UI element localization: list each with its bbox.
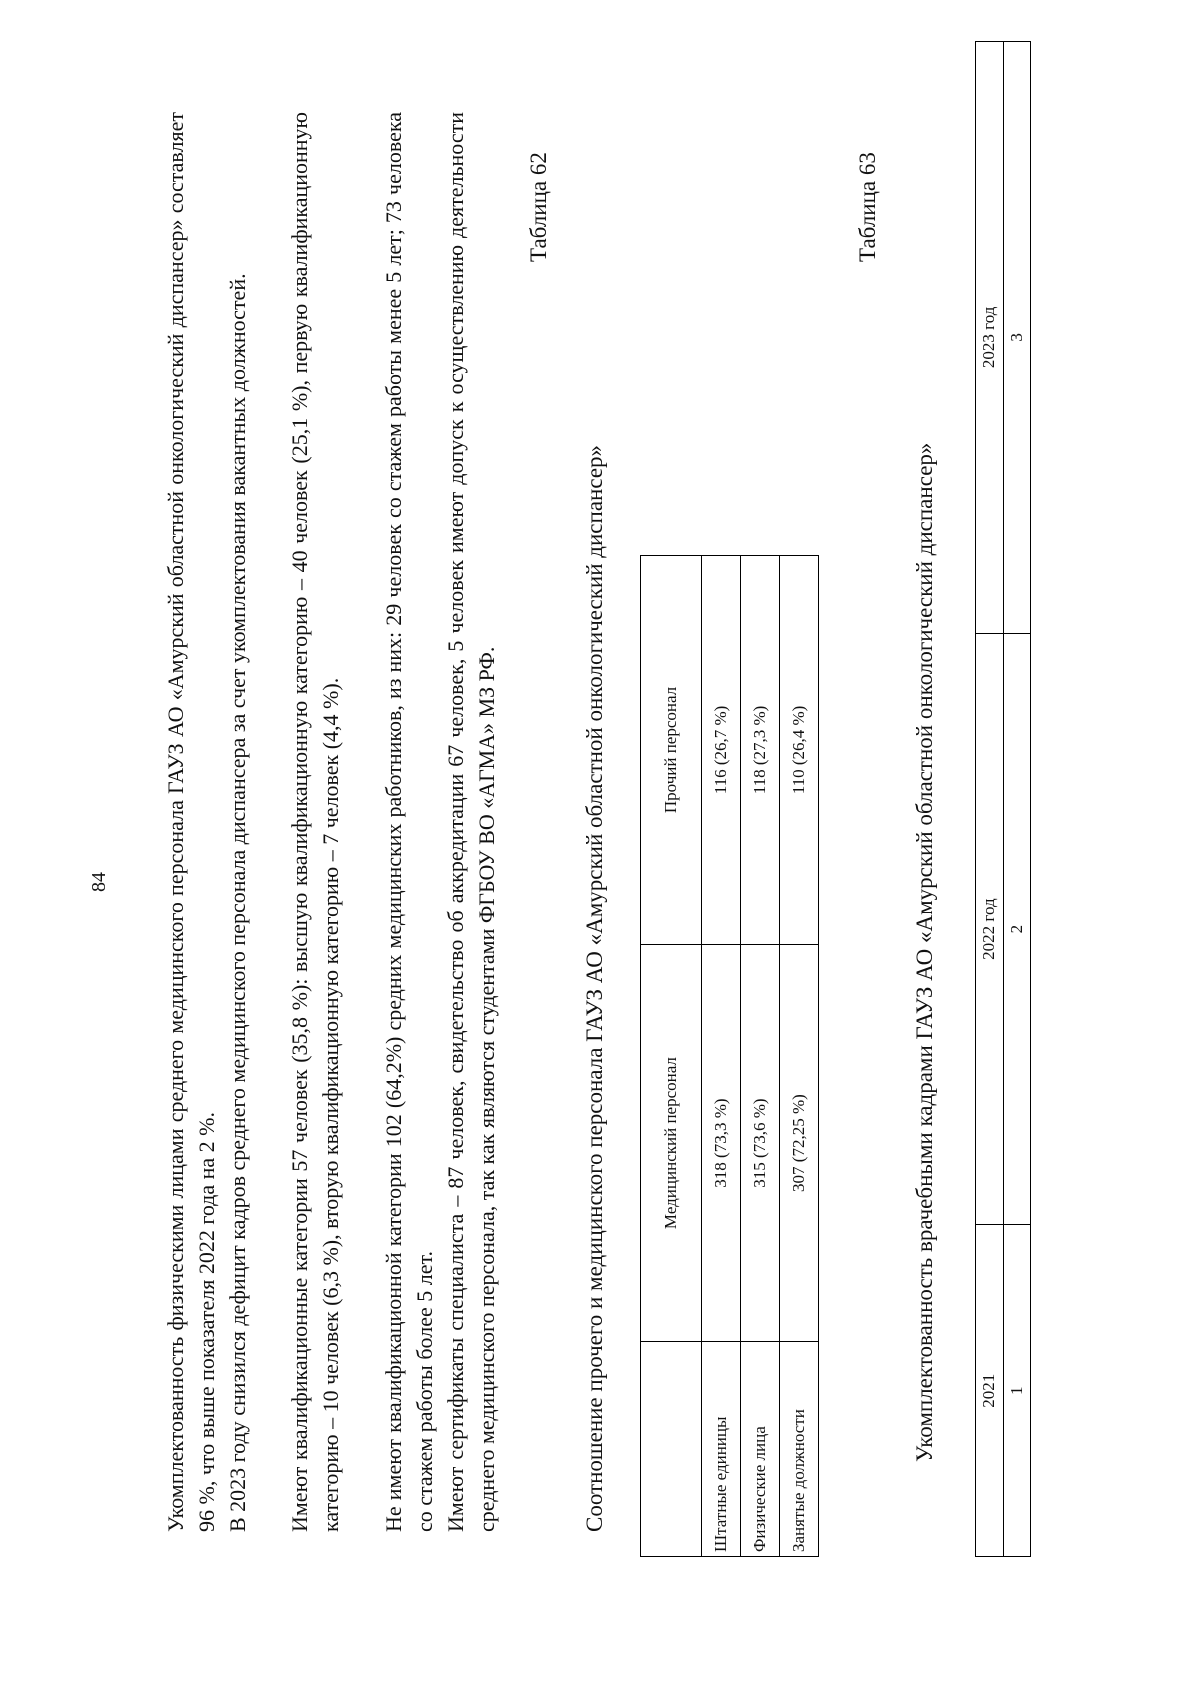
paragraph-staffing: Укомплектованность физическими лицами среднего медицинского персонала ГАУЗ АО «Амурский областной онкологический диспансер» составляет 96 %, что выше показателя 2022 года на 2 %. xyxy=(163,112,219,1532)
table-62-header-other: Прочий персонал xyxy=(641,556,702,945)
table-row xyxy=(780,556,819,1557)
medical-value: 315 (73,6 %) xyxy=(741,944,780,1341)
table-62-header-row xyxy=(641,556,702,1557)
table-62-header-medical: Медицинский персонал xyxy=(641,944,702,1341)
other-value: 118 (27,3 %) xyxy=(741,556,780,945)
table-63 xyxy=(975,41,1031,1557)
page-number: 84 xyxy=(88,872,110,892)
table-63-number-row xyxy=(1003,42,1031,1557)
paragraph-categories: Имеют квалификационные категории 57 человек (35,8 %): высшую квалификационную категорию – 40 человек (25,1 %), первую квалификационную категорию – 10 человек (6,3 %), вторую квалификационную категорию – 7 человек (4,4 %). xyxy=(287,112,343,1532)
column-number-1: 1 xyxy=(1003,1225,1031,1557)
medical-value: 307 (72,25 %) xyxy=(780,944,819,1341)
row-name: Занятые должности xyxy=(780,1342,819,1557)
medical-value: 318 (73,3 %) xyxy=(702,944,741,1341)
row-name: Физические лица xyxy=(741,1342,780,1557)
table-62-header-empty xyxy=(641,1342,702,1557)
column-number-3: 3 xyxy=(1003,42,1031,634)
table-63-title: Укомплектованность врачебными кадрами ГАУЗ АО «Амурский областной онкологический диспансер» xyxy=(912,442,937,1462)
table-62 xyxy=(640,555,819,1557)
other-value: 110 (26,4 %) xyxy=(780,556,819,945)
table-63-header-row xyxy=(976,42,1004,1557)
row-name: Штатные единицы xyxy=(702,1342,741,1557)
header-year-2021: 2021 xyxy=(976,1225,1004,1557)
table-62-title: Соотношение прочего и медицинского персонала ГАУЗ АО «Амурский областной онкологический диспансер» xyxy=(582,444,607,1532)
paragraph-deficit: В 2023 году снизился дефицит кадров среднего медицинского персонала диспансера за счет укомплектования вакантных должностей. xyxy=(225,273,250,1532)
paragraph-no-category: Не имеют квалификационной категории 102 (64,2%) средних медицинских работников, из них: 29 человек со стажем работы менее 5 лет; 73 человека со стажем работы более 5 лет. xyxy=(381,112,437,1532)
table-row xyxy=(741,556,780,1557)
header-year-2022: 2022 год xyxy=(976,633,1004,1225)
column-number-2: 2 xyxy=(1003,633,1031,1225)
table-row xyxy=(702,556,741,1557)
table-63-label: Таблица 63 xyxy=(855,152,880,262)
other-value: 116 (26,7 %) xyxy=(702,556,741,945)
header-year-2023: 2023 год xyxy=(976,42,1004,634)
table-62-label: Таблица 62 xyxy=(526,152,551,262)
paragraph-certificates: Имеют сертификаты специалиста – 87 человек, свидетельство об аккредитации 67 человек, 5 человек имеют допуск к осуществлению деятельности среднего медицинского персонала, так как являются студентами ФГБОУ ВО «АГМА» МЗ РФ. xyxy=(443,112,499,1532)
